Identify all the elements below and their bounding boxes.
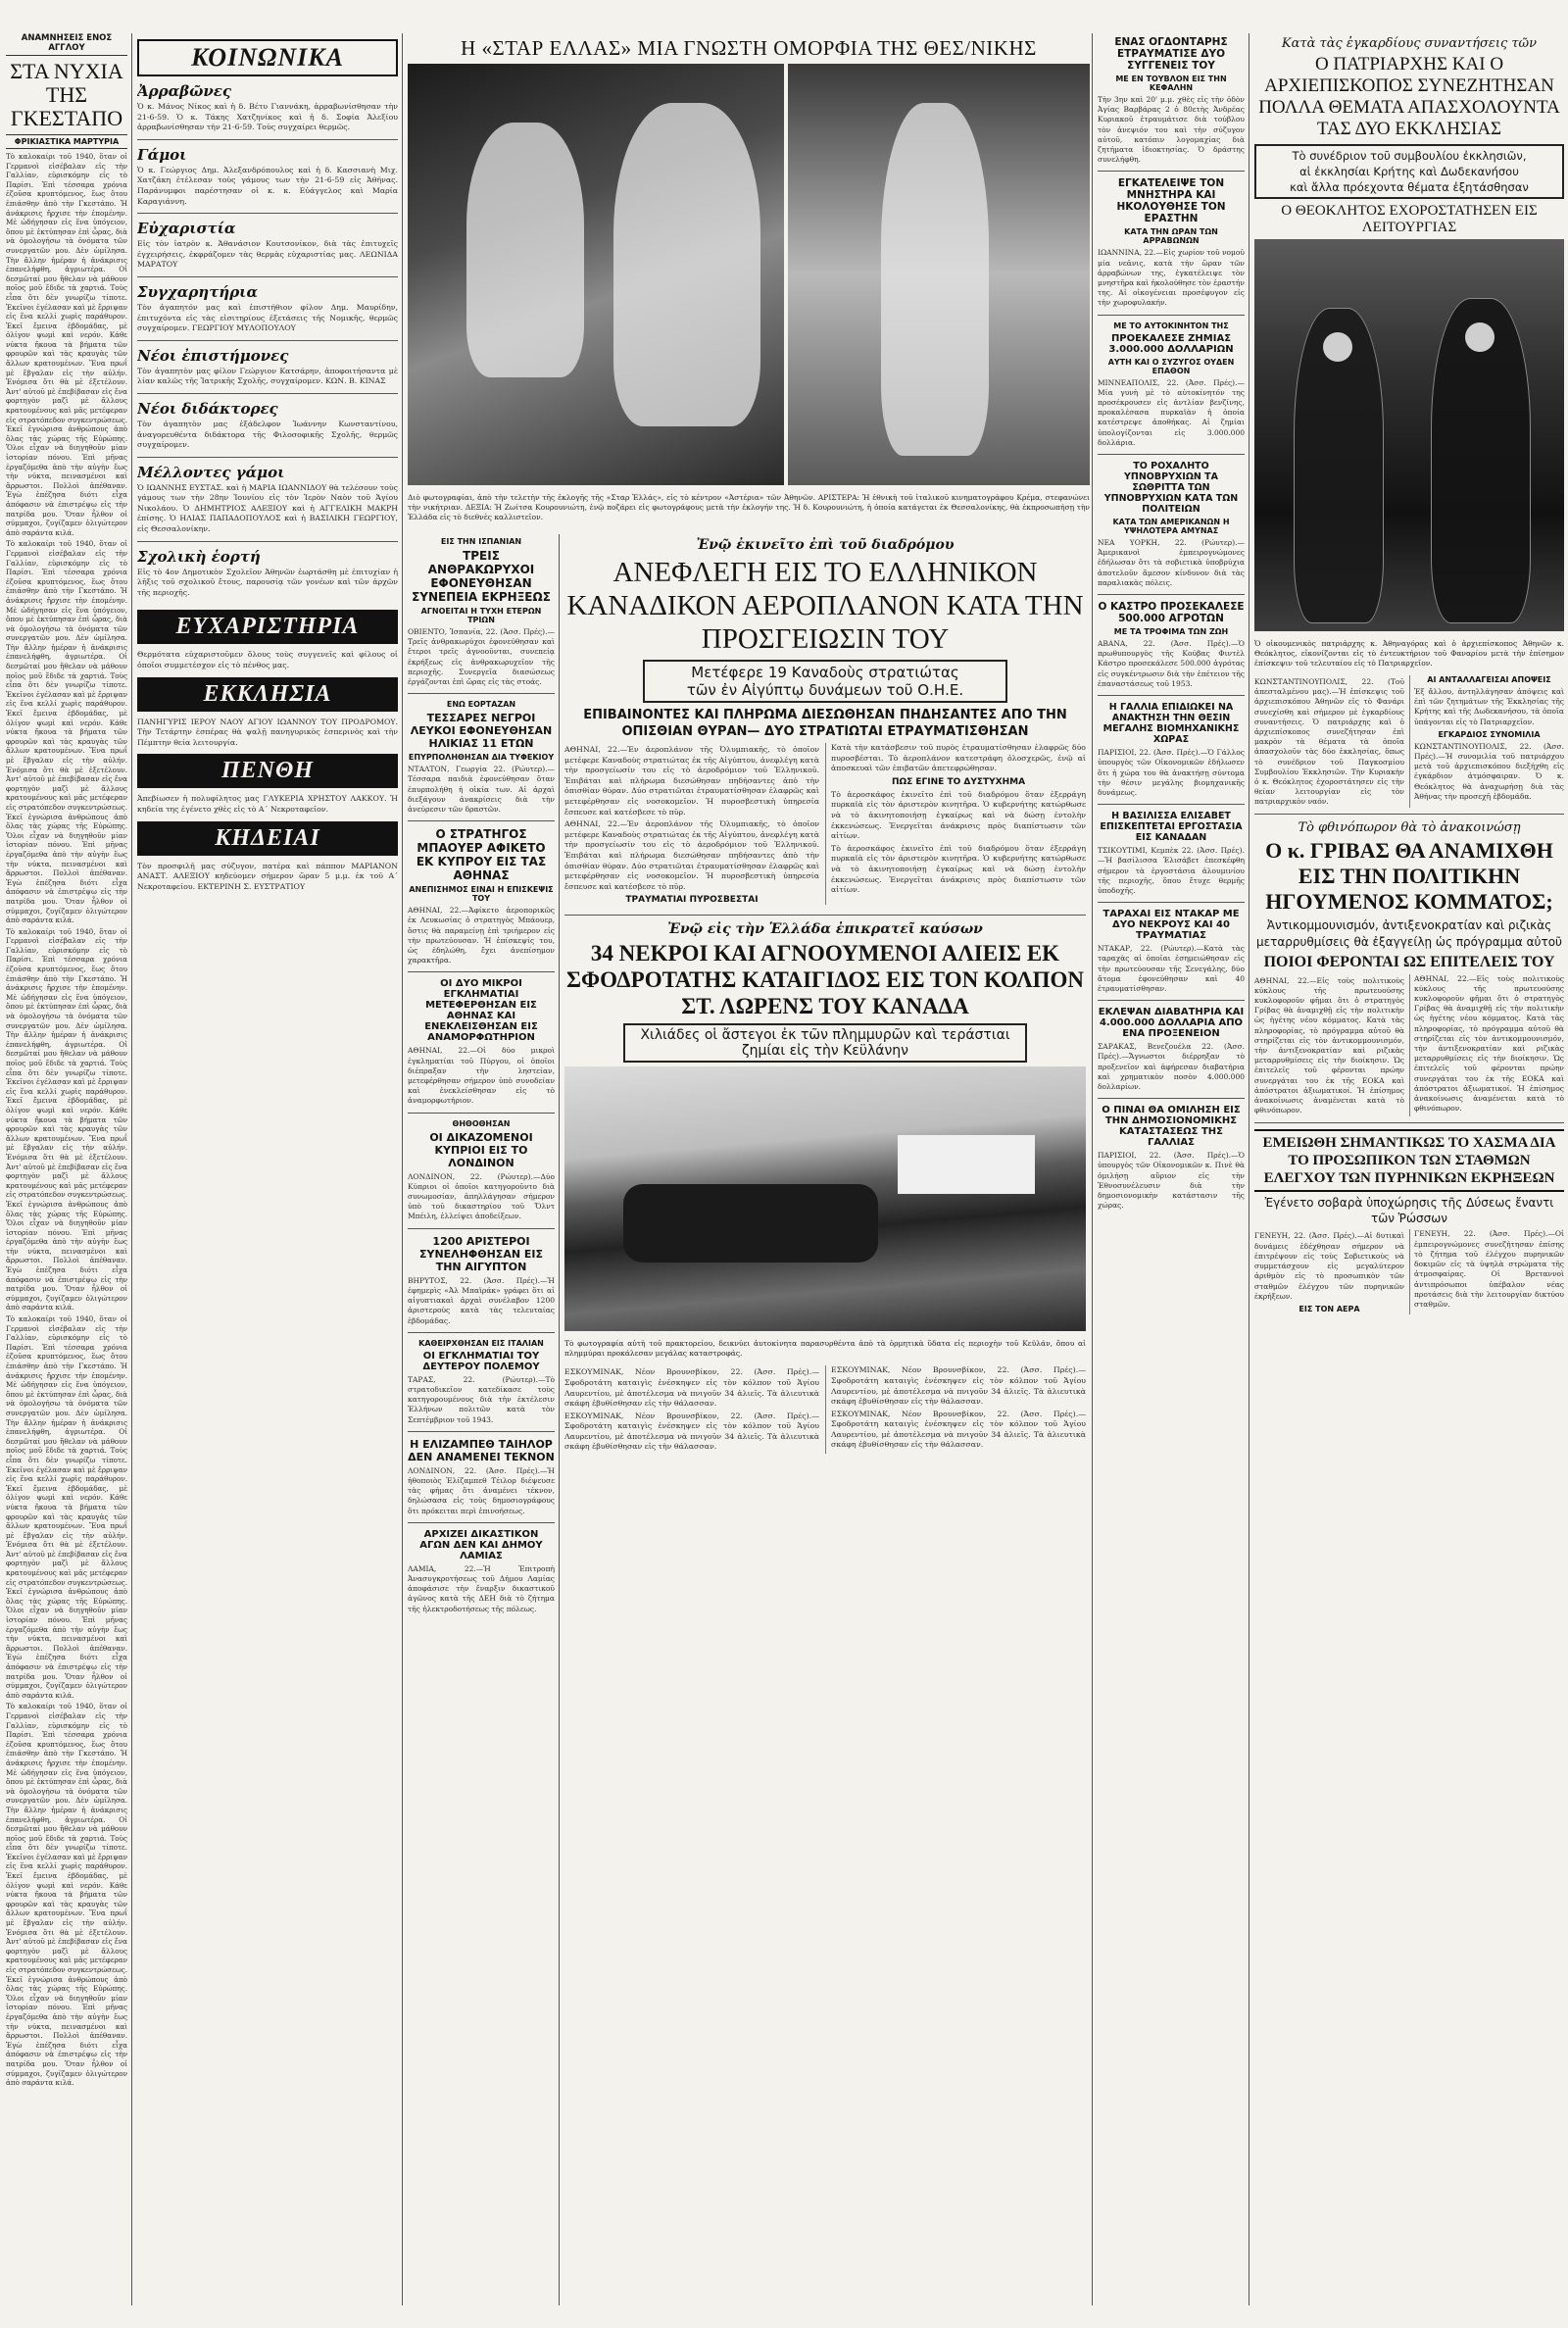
story-sub: ΜΕ ΕΝ ΤΟΥΒΛΟΝ ΕΙΣ ΤΗΝ ΚΕΦΑΛΗΝ — [1115, 74, 1227, 92]
storm-box — [623, 1023, 1027, 1063]
story-headline: ΟΙ ΕΓΚΛΗΜΑΤΙΑΙ ΤΟΥ ΔΕΥΤΕΡΟΥ ΠΟΛΕΜΟΥ — [422, 1350, 540, 1372]
divider — [1254, 814, 1564, 815]
plane-text2: Κατὰ τὴν κατάσβεσιν τοῦ πυρὸς ἐτραυματίσθησαν ἐλαφρῶς δύο πυροσβέσται. Τὸ ἀεροπλάνον κατεστράφη ὁλοσχερῶς, ἐνῷ αἱ ἀποσκευαὶ τῶν ἐπιβατῶν ἀπετεφρώθησαν. — [831, 743, 1086, 773]
plane-text: ΑΘΗΝΑΙ, 22.—Ἐν ἀεροπλάνον τῆς Ὀλυμπιακῆς, τὸ ὁποῖον μετέφερε Καναδοὺς στρατιώτας ἐκ τῆς Αἰγύπτου, ἀνεφλέγη κατὰ τὴν προσγείωσίν του εἰς τὸ ἀεροδρόμιον τοῦ Ἑλληνικοῦ. Ἐπιβάται καὶ πλήρωμα διεσώθησαν πηδήσαντες ἀπὸ τὴν ὀπισθίαν θύραν. Δύο στρατιῶται ἐτραυματίσθησαν ἐλαφρῶς καὶ μετεφέρθησαν εἰς νοσοκομεῖον. Ἡ πυροσβεστικὴ ὑπηρεσία ἔσπευσε καὶ κατέσβεσε τὸ πῦρ. — [564, 745, 819, 817]
memoir-body-cont2: Τὸ καλοκαίρι τοῦ 1940, ὅταν οἱ Γερμανοὶ εἰσέβαλαν εἰς τὴν Γαλλίαν, εὑρισκόμην εἰς τὸ Παρίσι. Ἐπὶ τέσσαρα χρόνια ἐζοῦσα κρυπτόμενος, ἕως ὅτου ἐπιάσθην ἀπὸ τὴν Γκεστάπο. Ἡ ἀνάκρισις ἤρχισε τὴν ἑπομένην. Μὲ ὡδήγησαν εἰς ἕνα ὑπόγειον, ὅπου μὲ ἐκτύπησαν ἐπὶ ὧρας, διὰ νὰ ὁμολογήσω τὰ ὀνόματα τῶν συνεργατῶν μου. Δὲν ὡμίλησα. Τὴν ἄλλην ἡμέραν ἡ ἀνάκρισις ἐπανελήφθη, ἀγριωτέρα. Οἱ δεσμῶταί μου ἤθελαν νὰ μάθουν ποῖος μοῦ ἔδιδε τὰ χαρτιά. Τοὺς εἶπα ὅτι δὲν γνωρίζω τίποτε. Ἐκεῖνοι ἐγέλασαν καὶ μὲ ἔρριψαν εἰς ἕνα κελλί χωρὶς παράθυρον. Ἐκεῖ ἔμεινα ἑβδομάδας, μὲ ὀλίγον ψωμὶ καὶ νερόν. Κάθε νύκτα ἤκουα τὰ βήματα τῶν φρουρῶν καὶ τὰς κραυγὰς τῶν ἄλλων κρατουμένων. Ἕνα πρωΐ μὲ ἔβγαλαν εἰς τὴν αὐλήν. Ἐνόμισα ὅτι θὰ μὲ ἐξετέλουν. Ἀντ' αὐτοῦ μὲ ἐπεβίβασαν εἰς ἕνα φορτηγὸν μαζὶ μὲ ἄλλους κρατουμένους καὶ μᾶς μετέφεραν εἰς στρατόπεδον συγκεντρώσεως. Ἐκεῖ ἐγνώρισα ἀνθρώπους ἀπὸ ὅλας τὰς χώρας τῆς Εὐρώπης. Ὅλοι εἶχαν νὰ διηγηθοῦν μίαν ἱστορίαν πόνου. Ἐπὶ μῆνας ἐργαζόμεθα ἀπὸ τὴν αὐγὴν ἕως τὴν νύκτα, πεινασμένοι καὶ ἄρρωστοι. Πολλοὶ ἀπέθαναν. Ἐγὼ ἐπέζησα διότι εἶχα ἀπόφασιν νὰ ἐπιστρέψω εἰς τὴν πατρίδα μου. Ὅταν ἦλθον οἱ σύμμαχοι, ζυγίζαμεν ὀλιγώτερον ἀπὸ σαράντα κιλά. — [6, 926, 127, 1313]
story-text: ΠΑΡΙΣΙΟΙ, 22. (Ἀσσ. Πρές).—Ὁ Γάλλος ὑπουργὸς τῶν Οἰκονομικῶν ἐδήλωσεν ὅτι ἡ χώρα του θὰ ἀνακτήσῃ σύντομα τὴν θέσιν μεγάλης βιομηχανικῆς δυνάμεως. — [1098, 748, 1245, 797]
storm-text: ΕΣΚΟΥΜΙΝΑΚ, Νέον Βρουνσβίκον, 22. (Ἀσσ. Πρές).—Σφοδροτάτη καταιγὶς ἐνέσκηψεν εἰς τὸν κόλπον τοῦ Ἁγίου Λαυρεντίου, μὲ ἀποτέλεσμα νὰ πνιγοῦν 34 ἁλιεῖς. Τὰ ἁλιευτικὰ σκάφη ἐβυθίσθησαν εἰς τὴν θάλασσαν. — [564, 1367, 819, 1409]
column-divider — [559, 534, 560, 2305]
plane-box — [643, 660, 1007, 703]
grivas-text: ΑΘΗΝΑΙ, 22.—Εἰς τοὺς πολιτικοὺς κύκλους τῆς πρωτευούσης κυκλοφοροῦν φῆμαι ὅτι ὁ στρατηγὸς Γρίβας θὰ ἀναμιχθῇ εἰς τὴν πολιτικὴν ὡς ἡγέτης νέου κόμματος. Κατὰ τὰς πληροφορίας, τὸ πρόγραμμα αὐτοῦ θὰ στηρίζεται εἰς τὸν ἀντικομμουνισμόν, τὴν ἀντιξενοκρατίαν καὶ ριζικὰς μεταρρυθμίσεις εἰς τὴν διοίκησιν. Ὡς ἐπιτελεῖς τοῦ φέρονται πρώην συνεργάται του ἐκ τῆς ΕΟΚΑ καὶ ἀπόστρατοι ἀξιωματικοί. Ἡ ἐπίσημος ἀνακοίνωσις ἀναμένεται κατὰ τὸ φθινόπωρον. — [1254, 975, 1404, 1115]
divider — [1098, 1000, 1245, 1001]
divider — [408, 1332, 555, 1333]
column-memoir — [6, 33, 127, 2090]
story-headline: ΕΚΛΕΨΑΝ ΔΙΑΒΑΤΗΡΙΑ ΚΑΙ 4.000.000 ΔΟΛΛΑΡΙΑ ΑΠΟ ΕΝΑ ΠΡΟΞΕΝΕΙΟΝ — [1098, 1007, 1245, 1040]
story-headline: Η ΓΑΛΛΙΑ ΕΠΙΔΙΩΚΕΙ ΝΑ ΑΝΑΚΤΗΣΗ ΤΗΝ ΘΕΣΙΝ ΜΕΓΑΛΗΣ ΒΙΟΜΗΧΑΝΙΚΗΣ ΧΩΡΑΣ — [1102, 702, 1240, 746]
patriarch-lead: Κατὰ τὰς ἐγκαρδίους συναντήσεις τῶν — [1281, 36, 1538, 51]
column-news-a — [408, 534, 555, 1616]
story-headline: Ο ΠΙΝΑΙ ΘΑ ΟΜΙΛΗΣΗ ΕΙΣ ΤΗΝ ΔΗΜΟΣΙΟΝΟΜΙΚΗΣ ΚΑΤΑΣΤΑΣΕΩΣ ΤΗΣ ΓΑΛΛΙΑΣ — [1102, 1105, 1241, 1149]
plane-text3: Τὸ ἀεροσκάφος ἐκινεῖτο ἐπὶ τοῦ διαδρόμου ὅταν ἐξερράγη πυρκαϊὰ εἰς τὸν ἀριστερὸν κινητῆρα. Ὁ κυβερνήτης κατώρθωσε νὰ τὸ ἀκινητοποιήσῃ ἐγκαίρως καὶ νὰ δώσῃ ἐντολὴν ἐκκενώσεως. Ἐνεργεῖται ἀνάκρισις πρὸς διαπίστωσιν τῶν αἰτίων. — [831, 789, 1086, 841]
divider — [137, 213, 398, 214]
section-heading: Σχολικὴ ἑορτή — [137, 547, 261, 566]
face-shape — [1465, 322, 1494, 352]
story-text: ΜΙΝΝΕΑΠΟΛΙΣ, 22. (Ἀσσ. Πρές).—Μία γυνὴ μὲ τὸ αὐτοκίνητόν της προσέκρουσεν εἰς ἀντλίαν βενζίνης, προκαλέσασα πυρκαϊὰν ἡ ὁποία κατέστρεψε ἀποθήκας. Αἱ ζημίαι ὑπολογίζονται εἰς 3.000.000 δολλάρια. — [1098, 377, 1245, 447]
air-kicker: ΕΙΣ ΤΟΝ ΑΕΡΑ — [1298, 1304, 1360, 1313]
storm-text-cont3: ΕΣΚΟΥΜΙΝΑΚ, Νέον Βρουνσβίκον, 22. (Ἀσσ. Πρές).—Σφοδροτάτη καταιγὶς ἐνέσκηψεν εἰς τὸν κόλπον τοῦ Ἁγίου Λαυρεντίου, μὲ ἀποτέλεσμα νὰ πνιγοῦν 34 ἁλιεῖς. Τὰ ἁλιευτικὰ σκάφη ἐβυθίσθησαν εἰς τὴν θάλασσαν. — [831, 1409, 1086, 1450]
story-headline: ΤΑΡΑΧΑΙ ΕΙΣ ΝΤΑΚΑΡ ΜΕ ΔΥΟ ΝΕΚΡΟΥΣ ΚΑΙ 40 ΤΡΑΥΜΑΤΙΑΣ — [1102, 909, 1240, 942]
story-kicker: ΕΝΩ ΕΟΡΤΑΖΑΝ — [446, 700, 516, 710]
funeral-text: Τὸν προσφιλῆ μας σύζυγον, πατέρα καὶ πάππον ΜΑΡΙΑΝΟΝ ΑΝΑΣΤ. ΑΛΕΞΙΟΥ κηδεύομεν σήμερον ὥραν 5 μ.μ. ἐκ τοῦ Α΄ Νεκροταφείου. ΕΚΤΕΡΙΝΗ Σ. ΕΥΣΤΡΑΤΙΟΥ — [137, 861, 398, 891]
grivas-head2: ΠΟΙΟΙ ΦΕΡΟΝΤΑΙ ΩΣ ΕΠΙΤΕΛΕΙΣ ΤΟΥ — [1263, 953, 1555, 970]
divider — [137, 139, 398, 140]
social-title: ΚΟΙΝΩΝΙΚΑ — [137, 39, 398, 76]
divider — [1098, 171, 1245, 172]
grivas-lead: Τὸ φθινόπωρον θὰ τὸ ἀνακοινώσῃ — [1298, 819, 1521, 835]
social-doctors — [137, 400, 398, 451]
story-text: ΑΘΗΝΑΙ, 22.—Οἱ δύο μικροὶ ἐγκληματίαι τοῦ Πύργου, οἱ ὁποῖοι διέπραξαν τὴν ληστείαν, μετεφέρθησαν σήμερον ὑπὸ συνοδείαν καὶ ἐνεκλείσθησαν εἰς τὸ ἀναμορφωτήριον. — [408, 1046, 555, 1106]
divider — [1098, 804, 1245, 805]
story-headline: Ο ΚΑΣΤΡΟ ΠΡΟΣΕΚΑΛΕΣΕ 500.000 ΑΓΡΟΤΩΝ — [1098, 601, 1245, 625]
patriarch-subhead-views: ΑΙ ΑΝΤΑΛΛΑΓΕΙΣΑΙ ΑΠΟΨΕΙΣ — [1427, 675, 1551, 684]
divider — [1254, 1122, 1564, 1123]
story-children-killed — [408, 700, 555, 815]
patriarch-text: ΚΩΝΣΤΑΝΤΙΝΟΥΠΟΛΙΣ, 22. (Τοῦ ἀπεσταλμένου μας).—Ἡ ἐπίσκεψις τοῦ ἀρχιεπισκόπου Ἀθηνῶν εἰς τὸ Φανάρι συνεχίσθη καὶ σήμερον μὲ ἐγκαρδίους συναντήσεις. Ὁ πατριάρχης καὶ ὁ ἀρχιεπίσκοπος συνεζήτησαν ἐπὶ μακρὸν τὰ θέματα τὰ ὁποῖα ἀπασχολοῦν τὰς δύο ἐκκλησίας, ὅπως τὸ συνέδριον τοῦ Παγκοσμίου Συμβουλίου Ἐκκλησιῶν. Τὴν Κυριακὴν ὁ κ. Θεόκλητος ἐχοροστάτησεν εἰς τὴν θείαν λειτουργίαν εἰς τὸν πατριαρχικὸν ναόν. — [1254, 677, 1404, 807]
divider — [1098, 315, 1245, 316]
divider — [408, 971, 555, 972]
column-divider — [402, 33, 403, 2305]
story-text: ΒΗΡΥΤΟΣ, 22. (Ἀσσ. Πρές).—Ἡ ἐφημερὶς «Ἀλ Μπαϊράκ» γράφει ὅτι αἱ αἰγυπτιακαὶ ἀρχαὶ συνέλαβον 1200 ἀριστεροὺς κατὰ τὰς τελευταίας ἑβδομάδας. — [408, 1275, 555, 1325]
church-title: ΕΚΚΛΗΣΙΑ — [137, 677, 398, 712]
story-headline: ΤΟ ΡΟΧΑΛΗΤΟ ΥΠΝΟΒΡΥΧΙΩΝ ΤΑ ΣΩΘΡΙΤΤΑ ΤΩΝ ΥΠΝΟΒΡΥΧΙΩΝ ΚΑΤΑ ΤΩΝ ΠΟΛΙΤΕΙΩΝ — [1103, 461, 1239, 516]
story-pinay — [1098, 1105, 1245, 1211]
divider — [1098, 594, 1245, 595]
patriarch-box-line3: καὶ ἄλλα πρόεχοντα θέματα ἐξητάσθησαν — [1290, 180, 1529, 194]
story-text: Τὴν 3ην καὶ 20' μ.μ. χθὲς εἰς τὴν ὁδὸν Ἀγίας Βαρβάρας 2 ὁ 80ετὴς Ἀνδρέας Κυριακοῦ ἐτραυμάτισε διὰ τούβλου τὸν ἀνεψιόν του καὶ τὴν σύζυγον αὐτοῦ, κατόπιν λογομαχίας διὰ ζητήματα ἰδιοκτησίας. Ὁ δράστης συνελήφθη. — [1098, 95, 1245, 165]
mourning-text: Ἀπεβίωσεν ἡ πολυφίλητος μας ΓΛΥΚΕΡΙΑ ΧΡΗΣΤΟΥ ΛΑΚΚΟΥ. Ἡ κηδεία της ἐγένετο χθὲς εἰς τὸ Α΄ Νεκροταφεῖον. — [137, 794, 398, 814]
photo-feature-headline: Η «ΣΤΑΡ ΕΛΛΑΣ» ΜΙΑ ΓΝΩΣΤΗ ΟΜΟΡΦΙΑ ΤΗΣ ΘΕΣ/ΝΙΚΗΣ — [461, 36, 1037, 60]
pageant-figure — [466, 123, 584, 377]
patriarch-headline: Ο ΠΑΤΡΙΑΡΧΗΣ ΚΑΙ Ο ΑΡΧΙΕΠΙΣΚΟΠΟΣ ΣΥΝΕΖΗΤΗΣΑΝ ΠΟΛΛΑ ΘΕΜΑΤΑ ΑΠΑΣΧΟΛΟΥΝΤΑ ΤΑΣ ΔΥΟ ΕΚΚΛΗΣΙΑΣ — [1258, 54, 1560, 139]
section-heading: Νέοι ἐπιστήμονες — [137, 346, 289, 365]
grivas-text-cont: ΑΘΗΝΑΙ, 22.—Εἰς τοὺς πολιτικοὺς κύκλους τῆς πρωτευούσης κυκλοφοροῦν φῆμαι ὅτι ὁ στρατηγὸς Γρίβας θὰ ἀναμιχθῇ εἰς τὴν πολιτικὴν ὡς ἡγέτης νέου κόμματος. Κατὰ τὰς πληροφορίας, τὸ πρόγραμμα αὐτοῦ θὰ στηρίζεται εἰς τὸν ἀντικομμουνισμόν, τὴν ἀντιξενοκρατίαν καὶ ριζικὰς μεταρρυθμίσεις εἰς τὴν διοίκησιν. Ὡς ἐπιτελεῖς τοῦ φέρονται πρώην συνεργάται του ἐκ τῆς ΕΟΚΑ καὶ ἀπόστρατοι ἀξιωματικοί. Ἡ ἐπίσημος ἀνακοίνωσις ἀναμένεται κατὰ τὸ φθινόπωρον. — [1414, 973, 1564, 1114]
story-submarines — [1098, 461, 1245, 588]
memoir-body-cont: Τὸ καλοκαίρι τοῦ 1940, ὅταν οἱ Γερμανοὶ εἰσέβαλαν εἰς τὴν Γαλλίαν, εὑρισκόμην εἰς τὸ Παρίσι. Ἐπὶ τέσσαρα χρόνια ἐζοῦσα κρυπτόμενος, ἕως ὅτου ἐπιάσθην ἀπὸ τὴν Γκεστάπο. Ἡ ἀνάκρισις ἤρχισε τὴν ἑπομένην. Μὲ ὡδήγησαν εἰς ἕνα ὑπόγειον, ὅπου μὲ ἐκτύπησαν ἐπὶ ὧρας, διὰ νὰ ὁμολογήσω τὰ ὀνόματα τῶν συνεργατῶν μου. Δὲν ὡμίλησα. Τὴν ἄλλην ἡμέραν ἡ ἀνάκρισις ἐπανελήφθη, ἀγριωτέρα. Οἱ δεσμῶταί μου ἤθελαν νὰ μάθουν ποῖος μοῦ ἔδιδε τὰ χαρτιά. Τοὺς εἶπα ὅτι δὲν γνωρίζω τίποτε. Ἐκεῖνοι ἐγέλασαν καὶ μὲ ἔρριψαν εἰς ἕνα κελλί χωρὶς παράθυρον. Ἐκεῖ ἔμεινα ἑβδομάδας, μὲ ὀλίγον ψωμὶ καὶ νερόν. Κάθε νύκτα ἤκουα τὰ βήματα τῶν φρουρῶν καὶ τὰς κραυγὰς τῶν ἄλλων κρατουμένων. Ἕνα πρωΐ μὲ ἔβγαλαν εἰς τὴν αὐλήν. Ἐνόμισα ὅτι θὰ μὲ ἐξετέλουν. Ἀντ' αὐτοῦ μὲ ἐπεβίβασαν εἰς ἕνα φορτηγὸν μαζὶ μὲ ἄλλους κρατουμένους καὶ μᾶς μετέφεραν εἰς στρατόπεδον συγκεντρώσεως. Ἐκεῖ ἐγνώρισα ἀνθρώπους ἀπὸ ὅλας τὰς χώρας τῆς Εὐρώπης. Ὅλοι εἶχαν νὰ διηγηθοῦν μίαν ἱστορίαν πόνου. Ἐπὶ μῆνας ἐργαζόμεθα ἀπὸ τὴν αὐγὴν ἕως τὴν νύκτα, πεινασμένοι καὶ ἄρρωστοι. Πολλοὶ ἀπέθαναν. Ἐγὼ ἐπέζησα διότι εἶχα ἀπόφασιν νὰ ἐπιστρέψω εἰς τὴν πατρίδα μου. Ὅταν ἦλθον οἱ σύμμαχοι, ζυγίζαμεν ὀλιγώτερον ἀπὸ σαράντα κιλά. — [6, 539, 127, 925]
memoir-body-cont4: Τὸ καλοκαίρι τοῦ 1940, ὅταν οἱ Γερμανοὶ εἰσέβαλαν εἰς τὴν Γαλλίαν, εὑρισκόμην εἰς τὸ Παρίσι. Ἐπὶ τέσσαρα χρόνια ἐζοῦσα κρυπτόμενος, ἕως ὅτου ἐπιάσθην ἀπὸ τὴν Γκεστάπο. Ἡ ἀνάκρισις ἤρχισε τὴν ἑπομένην. Μὲ ὡδήγησαν εἰς ἕνα ὑπόγειον, ὅπου μὲ ἐκτύπησαν ἐπὶ ὧρας, διὰ νὰ ὁμολογήσω τὰ ὀνόματα τῶν συνεργατῶν μου. Δὲν ὡμίλησα. Τὴν ἄλλην ἡμέραν ἡ ἀνάκρισις ἐπανελήφθη, ἀγριωτέρα. Οἱ δεσμῶταί μου ἤθελαν νὰ μάθουν ποῖος μοῦ ἔδιδε τὰ χαρτιά. Τοὺς εἶπα ὅτι δὲν γνωρίζω τίποτε. Ἐκεῖνοι ἐγέλασαν καὶ μὲ ἔρριψαν εἰς ἕνα κελλί χωρὶς παράθυρον. Ἐκεῖ ἔμεινα ἑβδομάδας, μὲ ὀλίγον ψωμὶ καὶ νερόν. Κάθε νύκτα ἤκουα τὰ βήματα τῶν φρουρῶν καὶ τὰς κραυγὰς τῶν ἄλλων κρατουμένων. Ἕνα πρωΐ μὲ ἔβγαλαν εἰς τὴν αὐλήν. Ἐνόμισα ὅτι θὰ μὲ ἐξετέλουν. Ἀντ' αὐτοῦ μὲ ἐπεβίβασαν εἰς ἕνα φορτηγὸν μαζὶ μὲ ἄλλους κρατουμένους καὶ μᾶς μετέφεραν εἰς στρατόπεδον συγκεντρώσεως. Ἐκεῖ ἐγνώρισα ἀνθρώπους ἀπὸ ὅλας τὰς χώρας τῆς Εὐρώπης. Ὅλοι εἶχαν νὰ διηγηθοῦν μίαν ἱστορίαν πόνου. Ἐπὶ μῆνας ἐργαζόμεθα ἀπὸ τὴν αὐγὴν ἕως τὴν νύκτα, πεινασμένοι καὶ ἄρρωστοι. Πολλοὶ ἀπέθαναν. Ἐγὼ ἐπέζησα διότι εἶχα ἀπόφασιν νὰ ἐπιστρέψω εἰς τὴν πατρίδα μου. Ὅταν ἦλθον οἱ σύμμαχοι, ζυγίζαμεν ὀλιγώτερον ἀπὸ σαράντα κιλά. — [6, 1702, 127, 2088]
plane-lead: Ἐνῷ ἐκινεῖτο ἐπὶ τοῦ διαδρόμου — [696, 537, 955, 553]
story-kicker: ΚΑΘΕΙΡΧΘΗΣΑΝ ΕΙΣ ΙΤΑΛΙΑΝ — [418, 1338, 544, 1348]
story-text: ΤΣΙΚΟΥΤΙΜΙ, Κεμπὲκ 22. (Ἀσσ. Πρές).—Ἡ βασίλισσα Ἐλισάβετ ἐπεσκέφθη σήμερον τὰ ἐργοστάσια ἀλουμινίου τῆς περιοχῆς, ὅπου ἔτυχε θερμῆς ὑποδοχῆς. — [1098, 846, 1245, 895]
plane-subhead-injured: ΤΡΑΥΜΑΤΙΑΙ ΠΥΡΟΣΒΕΣΤΑΙ — [625, 895, 759, 906]
social-thanks — [137, 220, 398, 271]
grivas-headline: Ο κ. ΓΡΙΒΑΣ ΘΑ ΑΝΑΜΙΧΘΗ ΕΙΣ ΤΗΝ ΠΟΛΙΤΙΚΗΝ ΗΓΟΥΜΕΝΟΣ ΚΟΜΜΑΤΟΣ; — [1265, 837, 1553, 914]
section-text: Εἰς τὸ 4ον Δημοτικὸν Σχολεῖον Ἀθηνῶν ἐωρτάσθη μὲ ἐπιτυχίαν ἡ λῆξις τοῦ σχολικοῦ ἔτους, παρουσίᾳ τῶν γονέων καὶ τῶν ἀρχῶν τῆς περιοχῆς. — [137, 567, 398, 597]
section-heading: Νέοι διδάκτορες — [137, 399, 278, 418]
funeral-title: ΚΗΔΕΙΑΙ — [137, 821, 398, 856]
story-sub: ΜΕ ΤΑ ΤΡΟΦΙΜΑ ΤΩΝ ΖΩΗ — [1113, 627, 1229, 637]
story-text: ΝΕΑ ΥΟΡΚΗ, 22. (Ρώυτερ).—Ἀμερικανοὶ ἐμπειρογνώμονες ἐδήλωσαν ὅτι τὰ σοβιετικὰ ὑποβρύχια ἀποτελοῦν ἄμεσον κίνδυνον διὰ τὰς παραλιακὰς πόλεις. — [1098, 538, 1245, 587]
divider — [1098, 1098, 1245, 1099]
divider — [408, 693, 555, 694]
divider — [1098, 902, 1245, 903]
story-headline: Η ΕΛΙΖΑΜΠΕΘ ΤΑΙΗΛΟΡ ΔΕΝ ΑΝΑΜΕΝΕΙ ΤΕΚΝΟΝ — [408, 1437, 555, 1463]
section-text: Τὸν ἀγαπητὸν μας ἐξάδελφον Ἰωάννην Κωνσταντίνου, ἀναγορευθέντα διδάκτορα τῆς Φιλοσοφικῆς Σχολῆς, θερμῶς συγχαίρομεν. — [137, 419, 398, 450]
divider — [408, 1431, 555, 1432]
column-news-c — [1098, 33, 1245, 1213]
face-shape — [1323, 332, 1352, 362]
patriarch-box-line2: αἱ ἐκκλησίαι Κρήτης καὶ Δωδεκανήσου — [1299, 165, 1519, 178]
memoir-kicker: ΑΝΑΜΝΗΣΕΙΣ ΕΝΟΣ ΑΓΓΛΟΥ — [6, 33, 127, 56]
story-headline: ΑΡΧΙΖΕΙ ΔΙΚΑΣΤΙΚΟΝ ΑΓΩΝ ΔΕΝ ΚΑΙ ΔΗΜΟΥ ΛΑΜΙΑΣ — [419, 1528, 543, 1561]
patriarch-caption: Ὁ οἰκουμενικὸς πατριάρχης κ. Ἀθηναγόρας καὶ ὁ ἀρχιεπίσκοπος Ἀθηνῶν κ. Θεόκλητος, εἰκονίζονται εἰς τὸ ἐντευκτήριον τοῦ Φαναρίου μετὰ τὴν ἐπίσημον ἐπίσκεψιν τοῦ τελευταίου εἰς τὸ Πατριαρχεῖον. — [1254, 638, 1564, 668]
flood-photo — [564, 1066, 1086, 1331]
story-headline: Ο ΣΤΡΑΤΗΓΟΣ ΜΠΑΟΥΕΡ ΑΦΙΚΕΤΟ ΕΚ ΚΥΠΡΟΥ ΕΙΣ ΤΑΣ ΑΘΗΝΑΣ — [416, 827, 547, 883]
column-social — [137, 33, 398, 894]
story-taylor — [408, 1438, 555, 1516]
story-headline: Η ΒΑΣΙΛΙΣΣΑ ΕΛΙΣΑΒΕΤ ΕΠΙΣΚΕΠΤΕΤΑΙ ΕΡΓΟΣΤΑΣΙΑ ΕΙΣ ΚΑΝΑΔΑΝ — [1100, 811, 1243, 844]
memoir-body-cont3: Τὸ καλοκαίρι τοῦ 1940, ὅταν οἱ Γερμανοὶ εἰσέβαλαν εἰς τὴν Γαλλίαν, εὑρισκόμην εἰς τὸ Παρίσι. Ἐπὶ τέσσαρα χρόνια ἐζοῦσα κρυπτόμενος, ἕως ὅτου ἐπιάσθην ἀπὸ τὴν Γκεστάπο. Ἡ ἀνάκρισις ἤρχισε τὴν ἑπομένην. Μὲ ὡδήγησαν εἰς ἕνα ὑπόγειον, ὅπου μὲ ἐκτύπησαν ἐπὶ ὧρας, διὰ νὰ ὁμολογήσω τὰ ὀνόματα τῶν συνεργατῶν μου. Δὲν ὡμίλησα. Τὴν ἄλλην ἡμέραν ἡ ἀνάκρισις ἐπανελήφθη, ἀγριωτέρα. Οἱ δεσμῶταί μου ἤθελαν νὰ μάθουν ποῖος μοῦ ἔδιδε τὰ χαρτιά. Τοὺς εἶπα ὅτι δὲν γνωρίζω τίποτε. Ἐκεῖνοι ἐγέλασαν καὶ μὲ ἔρριψαν εἰς ἕνα κελλί χωρὶς παράθυρον. Ἐκεῖ ἔμεινα ἑβδομάδας, μὲ ὀλίγον ψωμὶ καὶ νερόν. Κάθε νύκτα ἤκουα τὰ βήματα τῶν φρουρῶν καὶ τὰς κραυγὰς τῶν ἄλλων κρατουμένων. Ἕνα πρωΐ μὲ ἔβγαλαν εἰς τὴν αὐλήν. Ἐνόμισα ὅτι θὰ μὲ ἐξετέλουν. Ἀντ' αὐτοῦ μὲ ἐπεβίβασαν εἰς ἕνα φορτηγὸν μαζὶ μὲ ἄλλους κρατουμένους καὶ μᾶς μετέφεραν εἰς στρατόπεδον συγκεντρώσεως. Ἐκεῖ ἐγνώρισα ἀνθρώπους ἀπὸ ὅλας τὰς χώρας τῆς Εὐρώπης. Ὅλοι εἶχαν νὰ διηγηθοῦν μίαν ἱστορίαν πόνου. Ἐπὶ μῆνας ἐργαζόμεθα ἀπὸ τὴν αὐγὴν ἕως τὴν νύκτα, πεινασμένοι καὶ ἄρρωστοι. Πολλοὶ ἀπέθαναν. Ἐγὼ ἐπέζησα διότι εἶχα ἀπόφασιν νὰ ἐπιστρέψω εἰς τὴν πατρίδα μου. Ὅταν ἦλθον οἱ σύμμαχοι, ζυγίζαμεν ὀλιγώτερον ἀπὸ σαράντα κιλά. — [6, 1314, 127, 1700]
storm-headline: 34 ΝΕΚΡΟΙ ΚΑΙ ΑΓΝΟΟΥΜΕΝΟΙ ΑΛΙΕΙΣ ΕΚ ΣΦΟΔΡΟΤΑΤΗΣ ΚΑΤΑΙΓΙΔΟΣ ΕΙΣ ΤΟΝ ΚΟΛΠΟΝ ΣΤ. ΛΩΡΕΝΣ ΤΟΥ ΚΑΝΑΔΑ — [566, 941, 1084, 1019]
story-headline: ΟΙ ΔΥΟ ΜΙΚΡΟΙ ΕΓΚΛΗΜΑΤΙΑΙ ΜΕΤΕΦΕΡΘΗΣΑΝ ΕΙΣ ΑΘΗΝΑΣ ΚΑΙ ΕΝΕΚΛΕΙΣΘΗΣΑΝ ΕΙΣ ΑΝΑΜΟΡΦΩΤΗΡΙΟΝ — [424, 978, 538, 1044]
photo-feature — [408, 33, 1090, 529]
plane-text-cont: ΑΘΗΝΑΙ, 22.—Ἐν ἀεροπλάνον τῆς Ὀλυμπιακῆς, τὸ ὁποῖον μετέφερε Καναδοὺς στρατιώτας ἐκ τῆς Αἰγύπτου, ἀνεφλέγη κατὰ τὴν προσγείωσίν του εἰς τὸ ἀεροδρόμιον τοῦ Ἑλληνικοῦ. Ἐπιβάται καὶ πλήρωμα διεσώθησαν πηδήσαντες ἀπὸ τὴν ὀπισθίαν θύραν. Δύο στρατιῶται ἐτραυματίσθησαν ἐλαφρῶς καὶ μετεφέρθησαν εἰς νοσοκομεῖον. Ἡ πυροσβεστικὴ ὑπηρεσία ἔσπευσε καὶ κατέσβεσε τὸ πῦρ. — [564, 819, 819, 891]
divider — [408, 1228, 555, 1229]
divider — [137, 340, 398, 341]
car-shape — [623, 1184, 878, 1263]
social-arravones — [137, 82, 398, 133]
memoir-headline: ΣΤΑ ΝΥΧΙΑ ΤΗΣ ΓΚΕΣΤΑΠΟ — [10, 59, 123, 130]
story-sub: ΕΠΥΡΠΟΛΗΘΗΣΑΝ ΔΙΑ ΤΥΦΕΚΙΟΥ — [408, 753, 555, 763]
column-divider — [131, 33, 132, 2305]
story-text: ΑΒΑΝΑ, 22. (Ἀσσ. Πρές).—Ὁ πρωθυπουργὸς τῆς Κούβας Φιντὲλ Κάστρο προσεκάλεσε 500.000 ἀγρότας εἰς συγκέντρωσιν διὰ τὴν ἐπέτειον τῆς ἐπαναστάσεως τοῦ 1953. — [1098, 639, 1245, 688]
column-divider — [1249, 33, 1250, 2305]
section-heading: Ἀρραβῶνες — [137, 82, 232, 100]
story-castro — [1098, 601, 1245, 689]
section-text: Ὁ κ. Μάνος Νίκος καὶ ἡ δ. Βέτυ Γιαννάκη, ἀρραβωνίσθησαν τὴν 21-6-59. Ὁ κ. Τάκης Χατζηνίκος καὶ ἡ δ. Σοφία Ἀλεξίου ἀρραβωνίσθησαν τὴν 21-6-59. Τοὺς συγχαίρει θερμῶς. — [137, 102, 398, 132]
patriarch-box — [1254, 144, 1564, 199]
story-text: ΝΤΑΚΑΡ, 22. (Ρώυτερ).—Κατὰ τὰς ταραχὰς αἱ ὁποῖαι ἐσημειώθησαν εἰς τὴν πρωτεύουσαν τῆς Σενεγάλης, δύο ἄτομα ἐφονεύθησαν καὶ 40 ἐτραυματίσθησαν. — [1098, 944, 1245, 993]
section-text: Τὸν ἀγαπητόν μας καὶ ἐπιστήθιον φίλον Δημ. Μαυρίδην, ἐπιτυχόντα εἰς τὰς εἰσιτηρίους ἐξετάσεις τῆς Νομικῆς, θερμῶς συγχαίρομεν. ΓΕΩΡΓΙΟΥ ΜΥΛΟΠΟΥΛΟΥ — [137, 302, 398, 333]
story-kicker: ΘΗΘΟΘΗΣΑΝ — [452, 1118, 511, 1128]
patriarch-photo — [1254, 239, 1564, 631]
story-cypriots-london — [408, 1119, 555, 1222]
patriarch-box-line1: Τὸ συνέδριον τοῦ συμβουλίου ἐκκλησιῶν, — [1292, 149, 1527, 163]
storm-text-cont2: ΕΣΚΟΥΜΙΝΑΚ, Νέον Βρουνσβίκον, 22. (Ἀσσ. Πρές).—Σφοδροτάτη καταιγὶς ἐνέσκηψεν εἰς τὸν κόλπον τοῦ Ἁγίου Λαυρεντίου, μὲ ἀποτέλεσμα νὰ πνιγοῦν 34 ἁλιεῖς. Τὰ ἁλιευτικὰ σκάφη ἐβυθίσθησαν εἰς τὴν θάλασσαν. — [831, 1365, 1086, 1407]
thanks-text: Θερμότατα εὐχαριστοῦμεν ὅλους τοὺς συγγενεῖς καὶ φίλους οἱ ὁποῖοι συμμετέσχον εἰς τὸ πένθος μας. — [137, 650, 398, 670]
thanks-title: ΕΥΧΑΡΙΣΤΗΡΙΑ — [137, 610, 398, 644]
story-headline: ΟΙ ΔΙΚΑΖΟΜΕΝΟΙ ΚΥΠΡΙΟΙ ΕΙΣ ΤΟ ΛΟΝΔΙΝΟΝ — [429, 1130, 533, 1169]
nuclear-text: ΓΕΝΕΥΗ, 22. (Ἀσσ. Πρές).—Αἱ δυτικαὶ δυνάμεις ἐδέχθησαν σήμερον νὰ ἐπιτρέψουν εἰς τοὺς Σοβιετικοὺς νὰ συμμετάσχουν εἰς μεγαλύτερον ἀριθμὸν εἰς τὸ προσωπικὸν τῶν σταθμῶν ἐλέγχου τῶν πυρηνικῶν ἐκρήξεων. — [1254, 1231, 1404, 1301]
nuclear-sub: Ἐγένετο σοβαρὰ ὑποχώρησις τῆς Δύσεως ἔναντι τῶν Ῥώσσων — [1264, 1196, 1554, 1226]
story-dakar — [1098, 909, 1245, 994]
section-text: Τὸν ἀγαπητὸν μας φίλον Γεώργιον Κατσάρην, ἀποφοιτήσαντα μὲ λίαν καλῶς τῆς Ἰατρικῆς Σχολῆς, συγχαίρομεν. ΚΩΝ. Β. ΚΙΝΑΣ — [137, 366, 398, 386]
memoir-body: Τὸ καλοκαίρι τοῦ 1940, ὅταν οἱ Γερμανοὶ εἰσέβαλαν εἰς τὴν Γαλλίαν, εὑρισκόμην εἰς τὸ Παρίσι. Ἐπὶ τέσσαρα χρόνια ἐζοῦσα κρυπτόμενος, ἕως ὅτου ἐπιάσθην ἀπὸ τὴν Γκεστάπο. Ἡ ἀνάκρισις ἤρχισε τὴν ἑπομένην. Μὲ ὡδήγησαν εἰς ἕνα ὑπόγειον, ὅπου μὲ ἐκτύπησαν ἐπὶ ὧρας, διὰ νὰ ὁμολογήσω τὰ ὀνόματα τῶν συνεργατῶν μου. Δὲν ὡμίλησα. Τὴν ἄλλην ἡμέραν ἡ ἀνάκρισις ἐπανελήφθη, ἀγριωτέρα. Οἱ δεσμῶταί μου ἤθελαν νὰ μάθουν ποῖος μοῦ ἔδιδε τὰ χαρτιά. Τοὺς εἶπα ὅτι δὲν γνωρίζω τίποτε. Ἐκεῖνοι ἐγέλασαν καὶ μὲ ἔρριψαν εἰς ἕνα κελλί χωρὶς παράθυρον. Ἐκεῖ ἔμεινα ἑβδομάδας, μὲ ὀλίγον ψωμὶ καὶ νερόν. Κάθε νύκτα ἤκουα τὰ βήματα τῶν φρουρῶν καὶ τὰς κραυγὰς τῶν ἄλλων κρατουμένων. Ἕνα πρωΐ μὲ ἔβγαλαν εἰς τὴν αὐλήν. Ἐνόμισα ὅτι θὰ μὲ ἐξετέλουν. Ἀντ' αὐτοῦ μὲ ἐπεβίβασαν εἰς ἕνα φορτηγὸν μαζὶ μὲ ἄλλους κρατουμένους καὶ μᾶς μετέφεραν εἰς στρατόπεδον συγκεντρώσεως. Ἐκεῖ ἐγνώρισα ἀνθρώπους ἀπὸ ὅλας τὰς χώρας τῆς Εὐρώπης. Ὅλοι εἶχαν νὰ διηγηθοῦν μίαν ἱστορίαν πόνου. Ἐπὶ μῆνας ἐργαζόμεθα ἀπὸ τὴν αὐγὴν ἕως τὴν νύκτα, πεινασμένοι καὶ ἄρρωστοι. Πολλοὶ ἀπέθαναν. Ἐγὼ ἐπέζησα διότι εἶχα ἀπόφασιν νὰ ἐπιστρέψω εἰς τὴν πατρίδα μου. Ὅταν ἦλθον οἱ σύμμαχοι, ζυγίζαμεν ὀλιγώτερον ἀπὸ σαράντα κιλά. — [6, 152, 127, 537]
divider — [564, 915, 1086, 916]
story-kicker: ΜΕ ΤΟ ΑΥΤΟΚΙΝΗΤΟΝ ΤΗΣ — [1113, 321, 1229, 330]
patriarch-text3: ΚΩΝΣΤΑΝΤΙΝΟΥΠΟΛΙΣ, 22. (Ἀσσ. Πρές).—Ἡ συνομιλία τοῦ πατριάρχου μετὰ τοῦ ἀρχιεπισκόπου διεξήχθη εἰς ἐγκάρδιον ἀτμόσφαιραν. Ὁ κ. Θεόκλητος θὰ ἀναχωρήσῃ διὰ τὰς Ἀθήνας τὴν προσεχῆ ἑβδομάδα. — [1414, 741, 1564, 801]
storm-box-text: Χιλιάδες οἱ ἄστεγοι ἐκ τῶν πλημμυρῶν καὶ τεράστιαι ζημίαι εἰς τὴν Κεϋλάνην — [640, 1027, 1010, 1060]
divider — [137, 457, 398, 458]
divider — [408, 1522, 555, 1523]
memoir-sub: ΦΡΙΚΙΑΣΤΙΚΑ ΜΑΡΤΥΡΙΑ — [6, 134, 127, 149]
story-sub: ΑΓΝΟΕΙΤΑΙ Η ΤΥΧΗ ΕΤΕΡΩΝ ΤΡΙΩΝ — [420, 607, 542, 624]
story-war-criminals — [408, 1339, 555, 1425]
plane-sub: ΕΠΙΒΑΙΝΟΝΤΕΣ ΚΑΙ ΠΛΗΡΩΜΑ ΔΙΕΣΩΘΗΣΑΝ ΠΗΔΗΣΑΝΤΕΣ ΑΠΟ ΤΗΝ ΟΠΙΣΘΙΑΝ ΘΥΡΑΝ— ΔΥΟ ΣΤΡΑΤΙΩΤΑΙ ΕΤΡΑΥΜΑΤΙΣΘΗΣΑΝ — [583, 708, 1067, 739]
column-plane-storm — [564, 534, 1086, 1454]
story-headline: ΤΕΣΣΑΡΕΣ ΝΕΓΡΟΙ ΛΕΥΚΟΙ ΕΦΟΝΕΥΘΗΣΑΝ ΗΛΙΚΙΑΣ 11 ΕΤΩΝ — [410, 712, 553, 751]
story-sub: ΑΝΕΠΙΣΗΜΟΣ ΕΙΝΑΙ Η ΕΠΙΣΚΕΨΙΣ ΤΟΥ — [409, 885, 554, 904]
story-headline: ΕΓΚΑΤΕΛΕΙΨΕ ΤΟΝ ΜΝΗΣΤΗΡΑ ΚΑΙ ΗΚΟΛΟΥΘΗΣΕ ΤΟΝ ΕΡΑΣΤΗΝ — [1116, 177, 1226, 225]
patriarch-subhead-talk: ΕΓΚΑΡΔΙΟΣ ΣΥΝΟΜΙΛΙΑ — [1438, 729, 1541, 739]
story-text: ΛΟΝΔΙΝΟΝ, 22. (Ρώυτερ).—Δύο Κύπριοι οἱ ὁποῖοι κατηγοροῦντο διὰ συνωμοσίαν, ἀπηλλάγησαν σήμερον ὑπὸ τοῦ δικαστηρίου τοῦ Ὄλντ Μπέιλη, ἐλλείψει ἀποδείξεων. — [408, 1171, 555, 1221]
story-kicker: ΕΙΣ ΤΗΝ ΙΣΠΑΝΙΑΝ — [440, 537, 522, 546]
story-lamia — [408, 1529, 555, 1614]
story-spain-miners — [408, 537, 555, 687]
plane-box-line1: Μετέφερε 19 Καναδοὺς στρατιώτας — [691, 664, 959, 681]
story-text: ΣΑΡΑΚΑΣ, Βενεζουέλα 22. (Ἀσσ. Πρές).—Ἄγνωστοι διέρρηξαν τὸ προξενεῖον καὶ ἀφήρεσαν διαβατήρια καὶ χρηματικὸν ποσὸν 4.000.000 δολλαρίων. — [1098, 1042, 1245, 1091]
social-congrats — [137, 283, 398, 334]
patriarch-headline2: Ο ΘΕΟΚΛΗΤΟΣ ΕΧΟΡΟΣΤΑΤΗΣΕΝ ΕΙΣ ΛΕΙΤΟΥΡΓΙΑΣ — [1281, 203, 1538, 235]
story-octogenarian — [1098, 36, 1245, 165]
building-shape — [898, 1135, 1035, 1194]
patriarch-text2: Ἐξ ἄλλου, ἀντηλλάγησαν ἀπόψεις καὶ ἐπὶ τῶν ζητημάτων τῆς Ἐκκλησίας τῆς Κρήτης καὶ τῆς Δωδεκανήσου, τὰ ὁποῖα ὑπάγονται εἰς τὸ Πατριαρχεῖον. — [1414, 687, 1564, 726]
story-headline: ΕΝΑΣ ΟΓΔΟΝΤΑΡΗΣ ΕΤΡΑΥΜΑΤΙΣΕ ΔΥΟ ΣΥΓΓΕΝΕΙΣ ΤΟΥ — [1114, 36, 1228, 72]
pageant-figure — [881, 103, 989, 456]
plane-text3-cont: Τὸ ἀεροσκάφος ἐκινεῖτο ἐπὶ τοῦ διαδρόμου ὅταν ἐξερράγη πυρκαϊὰ εἰς τὸν ἀριστερὸν κινητῆρα. Ὁ κυβερνήτης κατώρθωσε νὰ τὸ ἀκινητοποιήσῃ ἐγκαίρως καὶ νὰ δώσῃ ἐντολὴν ἐκκενώσεως. Ἐνεργεῖται ἀνάκρισις πρὸς διαπίστωσιν τῶν αἰτίων. — [831, 843, 1086, 895]
story-text: ΛΑΜΙΑ, 22.—Ἡ Ἐπιτροπὴ Ἀνασυγκροτήσεως τοῦ Δήμου Λαμίας ἀποφάσισε τὴν ἔναρξιν δικαστικοῦ ἀγῶνος κατὰ τῆς ΔΕΗ διὰ τὸ ζήτημα τῆς ἠλεκτροδοτήσεως τῆς πόλεως. — [408, 1563, 555, 1613]
story-egypt-arrests — [408, 1235, 555, 1326]
divider — [1098, 454, 1245, 455]
story-headline: ΤΡΕΙΣ ΑΝΘΡΑΚΩΡΥΧΟΙ ΕΦΟΝΕΥΘΗΣΑΝ ΣΥΝΕΠΕΙΑ ΕΚΡΗΞΕΩΣ — [412, 549, 551, 604]
story-text: ΛΟΝΔΙΝΟΝ, 22. (Ἀσσ. Πρές).—Ἡ ἠθοποιὸς Ἐλίζαμπεθ Τέιλορ διέψευσε τὰς φήμας ὅτι ἀναμένει τέκνον, δηλώσασα εἰς τοὺς δημοσιογράφους ὅτι πρόκειται περὶ ἐπινοήσεως. — [408, 1465, 555, 1515]
story-text: ΑΘΗΝΑΙ, 22.—Ἀφίκετο ἀεροπορικῶς ἐκ Λευκωσίας ὁ στρατηγὸς Μπάουερ, ὅστις θὰ παραμείνῃ ἐπὶ τριήμερον εἰς τὴν πρωτεύουσαν. Ἡ ἐπίσκεψίς του, ὡς ἐδηλώθη, ἔχει ἀνεπίσημον χαρακτῆρα. — [408, 906, 555, 966]
story-consulate-theft — [1098, 1007, 1245, 1092]
story-text: ΤΑΡΑΣ, 22. (Ρώυτερ).—Τὸ στρατοδικεῖον κατεδίκασε τοὺς κατηγορουμένους διὰ τὴν ἐκτέλεσιν Ἑλλήνων πολιτῶν κατὰ τὸν Σεπτέμβριον τοῦ 1943. — [408, 1374, 555, 1424]
plane-subhead-how: ΠΩΣ ΕΓΙΝΕ ΤΟ ΔΥΣΤΥΧΗΜΑ — [891, 776, 1026, 787]
grivas-sub: Ἀντικομμουνισμόν, ἀντιξενοκρατίαν καὶ ριζικὰς μεταρρυθμίσεις θὰ ἐξαγγείλῃ ὡς πρόγραμμα αὐτοῦ — [1256, 917, 1562, 949]
section-heading: Γάμοι — [137, 145, 187, 164]
air-text: ΓΕΝΕΥΗ, 22. (Ἀσσ. Πρές).—Οἱ ἐμπειρογνώμονες συνεζήτησαν ἐπίσης τὸ ζήτημα τοῦ ἐλέγχου πυρηνικῶν δοκιμῶν εἰς τὰ ὑψηλὰ στρώματα τῆς ἀτμοσφαίρας. Οἱ Βρεταννοὶ ἀντιπρόσωποι ὑπέβαλον νέας προτάσεις διὰ τὴν λειτουργίαν δικτύου σταθμῶν. — [1414, 1229, 1564, 1309]
nuclear-headline: ΕΜΕΙΩΘΗ ΣΗΜΑΝΤΙΚΩΣ ΤΟ ΧΑΣΜΑ ΔΙΑ ΤΟ ΠΡΟΣΩΠΙΚΟΝ ΤΩΝ ΣΤΑΘΜΩΝ ΕΛΕΓΧΟΥ ΤΩΝ ΠΥΡΗΝΙΚΩΝ ΕΚΡΗΞΕΩΝ — [1254, 1129, 1564, 1192]
section-heading: Μέλλοντες γάμοι — [137, 463, 285, 481]
story-headline: 1200 ΑΡΙΣΤΕΡΟΙ ΣΥΝΕΛΗΦΘΗΣΑΝ ΕΙΣ ΤΗΝ ΑΙΓΥΠΤΟΝ — [418, 1234, 543, 1273]
story-text: ΟΒΙΕΝΤΟ, Ἰσπανία, 22. (Ἀσσ. Πρές).—Τρεῖς ἀνθρακωρύχοι ἐφονεύθησαν καὶ ἕτεροι τρεῖς ἀγνοοῦνται, συνεπείᾳ ἐκρήξεως εἰς ἀνθρακωρυχεῖον τῆς περιοχῆς. Συνεργεῖα διασώσεως ἐργάζονται ἐπὶ ὥρας εἰς τὰς στοάς. — [408, 627, 555, 687]
story-text: ΙΩΑΝΝΙΝΑ, 22.—Εἰς χωρίον τοῦ νομοῦ μία νεᾶνις, κατὰ τὴν ὥραν τῶν ἀρραβώνων της, ἐγκατέλειψε τὸν μνηστῆρα καὶ ἠκολούθησε τὸν ἐραστήν της. Αἱ οἰκογένειαι προσέφυγον εἰς τὴν χωροφυλακήν. — [1098, 248, 1245, 308]
story-france-industry — [1098, 702, 1245, 798]
section-text: Εἰς τὸν ἰατρὸν κ. Ἀθανάσιον Κουτσονίκον, διὰ τὰς ἐπιτυχεῖς ἐγχειρήσεις, ἐκφράζομεν τὰς θερμὰς εὐχαριστίας μας. ΛΕΩΝΙΔΑ ΜΑΡΑΤΟΥ — [137, 239, 398, 270]
social-gamoi — [137, 146, 398, 207]
story-general-bauer — [408, 827, 555, 966]
story-sub: ΚΑΤΑ ΤΗΝ ΩΡΑΝ ΤΩΝ ΑΡΡΑΒΩΝΩΝ — [1124, 227, 1218, 246]
divider — [137, 393, 398, 394]
storm-caption: Τὸ φωτογραφία αὐτὴ τοῦ πρακτορείου, δεικνύει ἀυτοκίνητα παρασυρθέντα ἀπὸ τὰ ὁρμητικὰ ὕδατα εἰς περιοχὴν τοῦ Κεϋλάν, ὅπου αἱ πλημμύραι προκάλεσαν μεγάλας καταστροφάς. — [564, 1338, 1086, 1358]
divider — [408, 820, 555, 821]
section-text: Ὁ ΙΩΑΝΝΗΣ ΕΥΣΤΑΣ. καὶ ἡ ΜΑΡΙΑ ΙΩΑΝΝΙΔΟΥ θὰ τελέσουν τοὺς γάμους των τὴν 28ην Ἰουνίου εἰς τὸν Ἱερὸν Ναὸν τοῦ Ἁγίου Νικολάου. Ὁ ΔΗΜΗΤΡΙΟΣ ΑΛΕΞΙΟΥ καὶ ἡ ΑΓΓΕΛΙΚΗ ΜΑΚΡΗ ἐπίσης. Ὁ ΗΛΙΑΣ ΠΑΠΑΔΟΠΟΥΛΟΣ καὶ ἡ ΒΑΣΙΛΙΚΗ ΓΕΩΡΓΙΟΥ, εἰς Θεσσαλονίκην. — [137, 482, 398, 534]
plane-box-line2: τῶν ἐν Αἰγύπτῳ δυνάμεων τοῦ Ο.Η.Ε. — [686, 681, 964, 699]
story-car-damage — [1098, 322, 1245, 448]
column-divider — [1092, 33, 1093, 2305]
photo-feature-caption: Διὸ φωτογραφίαι, ἀπὸ τὴν τελετὴν τῆς ἐκλογῆς τῆς «Σταρ Ἑλλάς», εἰς τὸ κέντρον «Ἀστέρια» τῶν Ἀθηνῶν. ΑΡΙΣΤΕΡΑ: Ἡ ἐθνικὴ τοῦ ἰταλικοῦ κινηματογράφου Κρέμα, στεφανώνει τὴν νικήτριαν. ΔΕΞΙΑ: Ἡ Ζωίτσα Κουρουνιώτη, ἐνῷ ποζάρει εἰς φωτογράφους μετὰ τὴν ἐκλογήν της. Ἡ δ. Κουρουνιώτη, ἡ ὁποία κατάγεται ἐκ Θεσσαλονίκης, θὰ ἐκπροσωπήσῃ τὴν Ἑλλάδα εἰς τὸ διεθνὲς καλλιστεῖον. — [408, 492, 1090, 521]
divider — [137, 541, 398, 542]
social-school-fest — [137, 548, 398, 599]
social-scientists — [137, 347, 398, 387]
divider — [137, 276, 398, 277]
social-future-weddings — [137, 464, 398, 535]
story-sub: ΚΑΤΑ ΤΩΝ ΑΜΕΡΙΚΑΝΩΝ Η ΥΨΗΛΟΤΕΡΑ ΑΜΥΝΑΣ — [1112, 518, 1230, 536]
story-sub: ΑΥΤΗ ΚΑΙ Ο ΣΥΖΥΓΟΣ ΟΥΔΕΝ ΕΠΑΘΟΝ — [1107, 357, 1235, 375]
story-fiance — [1098, 177, 1245, 308]
church-text: ΠΑΝΗΓΥΡΙΣ ΙΕΡΟΥ ΝΑΟΥ ΑΓΙΟΥ ΙΩΑΝΝΟΥ ΤΟΥ ΠΡΟΔΡΟΜΟΥ. Τὴν Τετάρτην ἑσπέρας θὰ ψαλῇ πανηγυρικὸς ἑσπερινὸς καὶ τὴν Πέμπτην θεία λειτουργία. — [137, 717, 398, 747]
storm-lead: Ἐνῷ εἰς τὴν Ἑλλάδα ἐπικρατεῖ καύσων — [667, 921, 983, 938]
story-headline: ΠΡΟΕΚΑΛΕΣΕ ΖΗΜΙΑΣ 3.000.000 ΔΟΛΛΑΡΙΩΝ — [1108, 332, 1234, 355]
story-text: ΠΑΡΙΣΙΟΙ, 22. (Ἀσσ. Πρές).—Ὁ ὑπουργὸς τῶν Οἰκονομικῶν κ. Πινὲ θὰ ὁμιλήσῃ αὔριον εἰς τὴν Ἐθνοσυνέλευσιν διὰ τὴν δημοσιονομικὴν κατάστασιν τῆς χώρας. — [1098, 1151, 1245, 1211]
section-heading: Εὐχαριστία — [137, 220, 236, 238]
pageant-photo-right — [788, 64, 1090, 485]
divider — [1098, 695, 1245, 696]
section-text: Ὁ κ. Γεώργιος Δημ. Ἀλεξανδρόπουλος καὶ ἡ δ. Κασσιανὴ Μιχ. Χατζάκη ἐτέλεσαν τοὺς γάμους των τὴν 21-6-59 εἰς Ἀθήνας. Παράνυμφοι παρέστησαν οἱ κ. κ. Εὐάγγελος καὶ Μαρία Καραγιάννη. — [137, 165, 398, 206]
mourning-title: ΠΕΝΘΗ — [137, 754, 398, 788]
story-text: ΝΤΑΛΤΟΝ, Γεωργία 22. (Ρώυτερ).—Τέσσαρα παιδιὰ ἐφονεύθησαν ὅταν ἐπυρπολήθη ἡ οἰκία των. Αἱ ἀρχαὶ διεξάγουν ἀνακρίσεις διὰ τὴν ἀνεύρεσιν τῶν δραστῶν. — [408, 765, 555, 815]
storm-text-cont: ΕΣΚΟΥΜΙΝΑΚ, Νέον Βρουνσβίκον, 22. (Ἀσσ. Πρές).—Σφοδροτάτη καταιγὶς ἐνέσκηψεν εἰς τὸν κόλπον τοῦ Ἁγίου Λαυρεντίου, μὲ ἀποτέλεσμα νὰ πνιγοῦν 34 ἁλιεῖς. Τὰ ἁλιευτικὰ σκάφη ἐβυθίσθησαν εἰς τὴν θάλασσαν. — [564, 1411, 819, 1452]
section-heading: Συγχαρητήρια — [137, 282, 258, 301]
story-young-criminals — [408, 978, 555, 1106]
pageant-photo-left — [408, 64, 784, 485]
pageant-figure — [613, 103, 760, 426]
story-queen-canada — [1098, 811, 1245, 896]
plane-headline: ΑΝΕΦΛΕΓΗ ΕΙΣ ΤΟ ΕΛΛΗΝΙΚΟΝ ΚΑΝΑΔΙΚΟΝ ΑΕΡΟΠΛΑΝΟΝ ΚΑΤΑ ΤΗΝ ΠΡΟΣΓΕΙΩΣΙΝ ΤΟΥ — [566, 557, 1084, 655]
column-patriarch — [1254, 33, 1564, 1314]
divider — [408, 1113, 555, 1114]
